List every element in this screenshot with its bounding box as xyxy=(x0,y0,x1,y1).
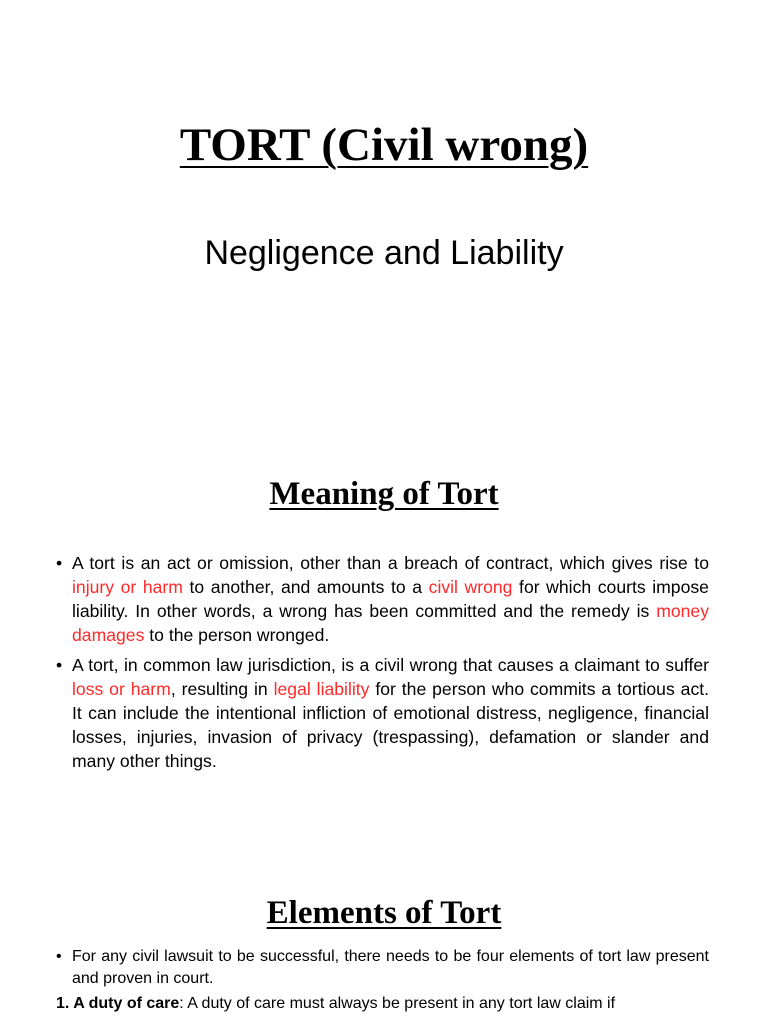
text-segment: , resulting in xyxy=(170,679,274,699)
slide-subtitle: Negligence and Liability xyxy=(204,234,564,272)
text-segment: to another, and amounts to a xyxy=(182,577,429,597)
bullet-dot: • xyxy=(56,553,63,573)
elements-bullet-list xyxy=(56,946,709,996)
slide-title: TORT (Civil wrong) xyxy=(179,119,589,171)
text-segment: A tort, in common law jurisdiction, is a civil wrong that causes a claimant to suffer xyxy=(72,655,709,675)
meaning-bullet-2 xyxy=(56,653,709,773)
highlight-loss-or-harm: loss or harm xyxy=(72,679,171,699)
text-segment: A tort is an act or omission, other than a breach of contract, which gives rise to xyxy=(72,553,709,573)
text-segment: to the person wronged. xyxy=(144,625,330,645)
section-heading-meaning: Meaning of Tort xyxy=(269,476,499,512)
meaning-bullet-list xyxy=(56,551,709,779)
bullet-dot: • xyxy=(56,655,63,675)
element-text: : A duty of care must always be present in any tort law claim if xyxy=(179,995,616,1012)
elements-bullet-1 xyxy=(56,946,709,990)
highlight-legal-liability: legal liability xyxy=(273,679,370,699)
section-heading-elements: Elements of Tort xyxy=(266,895,502,931)
meaning-bullet-1 xyxy=(56,551,709,647)
highlight-civil-wrong: civil wrong xyxy=(428,577,513,597)
element-label: 1. A duty of care xyxy=(56,995,180,1012)
bullet-dot: • xyxy=(56,948,62,965)
highlight-money-damages: money damages xyxy=(72,601,709,645)
highlight-injury-or-harm: injury or harm xyxy=(72,577,183,597)
text-segment: for the person who commits a tortious act. It can include the intentional infliction of emotional distress, negligence, financial losses, injuries, invasion of privacy (trespassing), defamation or slander and many other things. xyxy=(72,679,710,771)
text-segment: for which courts impose liability. In other words, a wrong has been committed and the remedy is xyxy=(72,577,709,621)
element-duty-of-care xyxy=(56,993,709,1015)
text-segment: For any civil lawsuit to be successful, there needs to be four elements of tort law present and proven in court. xyxy=(72,948,709,987)
